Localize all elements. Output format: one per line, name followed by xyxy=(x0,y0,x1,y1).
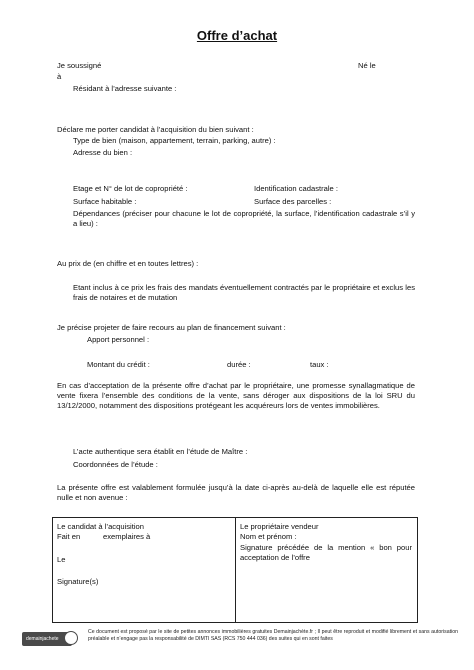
fait-en-label: Fait en xyxy=(57,532,81,541)
frais-inclus-text: Etant inclus à ce prix les frais des mandats éventuellement contractés par le propriétaire et exclus les frais de notaires et de mutation xyxy=(73,283,415,302)
proprietaire-heading: Le propriétaire vendeur xyxy=(240,522,319,531)
document-title: Offre d’achat xyxy=(196,28,278,43)
taux-label: taux : xyxy=(310,360,329,369)
montant-credit-label: Montant du crédit : xyxy=(87,360,150,369)
exemplaires-label: exemplaires à xyxy=(103,532,151,541)
lieu-naissance-label: à xyxy=(57,72,62,81)
signature-table xyxy=(52,517,418,623)
date-le-label: Le xyxy=(57,555,66,564)
mention-label: Signature précédée de la mention « bon pour acceptation de l’offre xyxy=(240,543,412,562)
footer-disclaimer: Ce document est proposé par le site de petites annonces immobilières gratuites Demainjachète.fr ; Il peut être reproduit et modifié librement et sans autorisation préalable et n’engage pas la responsabilité de DIMTI SAS (RCS 750 444 036) des suites qui en sont faites xyxy=(88,629,458,642)
acceptation-text: En cas d’acceptation de la présente offre d’achat par le propriétaire, une promesse synallagmatique de vente fixera l’ensemble des conditions de la vente, sans déroger aux dispositions de la loi SRU du 13/12/2000, notamment des dispositions protégeant les acquéreurs lors de ventes immobilières. xyxy=(57,381,415,410)
logo-mark-icon xyxy=(64,631,78,645)
adresse-bien-label: Adresse du bien : xyxy=(73,148,133,157)
cadastrale-label: Identification cadastrale : xyxy=(254,184,339,193)
logo-text: demainjachete xyxy=(26,636,59,642)
demainjachete-logo xyxy=(22,632,72,646)
prix-label: Au prix de (en chiffre et en toutes lettres) : xyxy=(57,259,199,268)
surface-parcelles-label: Surface des parcelles : xyxy=(254,197,332,206)
signature-candidat-label: Signature(s) xyxy=(57,577,99,586)
declare-label: Déclare me porter candidat à l’acquisition du bien suivant : xyxy=(57,125,254,134)
coordonnees-label: Coordonnées de l’étude : xyxy=(73,460,158,469)
surface-habitable-label: Surface habitable : xyxy=(73,197,137,206)
ne-le-label: Né le xyxy=(358,61,376,70)
nom-prenom-label: Nom et prénom : xyxy=(240,532,297,541)
acte-label: L’acte authentique sera établit en l’étude de Maître : xyxy=(73,447,248,456)
signature-divider xyxy=(235,518,236,622)
dependances-label: Dépendances (préciser pour chacune le lot de copropriété, la surface, l’identification cadastrale s’il y a lieu) : xyxy=(73,209,415,228)
candidat-heading: Le candidat à l’acquisition xyxy=(57,522,144,531)
type-bien-label: Type de bien (maison, appartement, terrain, parking, autre) : xyxy=(73,136,276,145)
etage-lot-label: Etage et N° de lot de copropriété : xyxy=(73,184,188,193)
validite-text: La présente offre est valablement formulée jusqu’à la date ci-après au-delà de laquelle elle est réputée nulle et non avenue : xyxy=(57,483,415,502)
residant-label: Résidant à l’adresse suivante : xyxy=(73,84,177,93)
apport-label: Apport personnel : xyxy=(87,335,150,344)
duree-label: durée : xyxy=(227,360,251,369)
soussigne-label: Je soussigné xyxy=(57,61,102,70)
financement-label: Je précise projeter de faire recours au plan de financement suivant : xyxy=(57,323,286,332)
